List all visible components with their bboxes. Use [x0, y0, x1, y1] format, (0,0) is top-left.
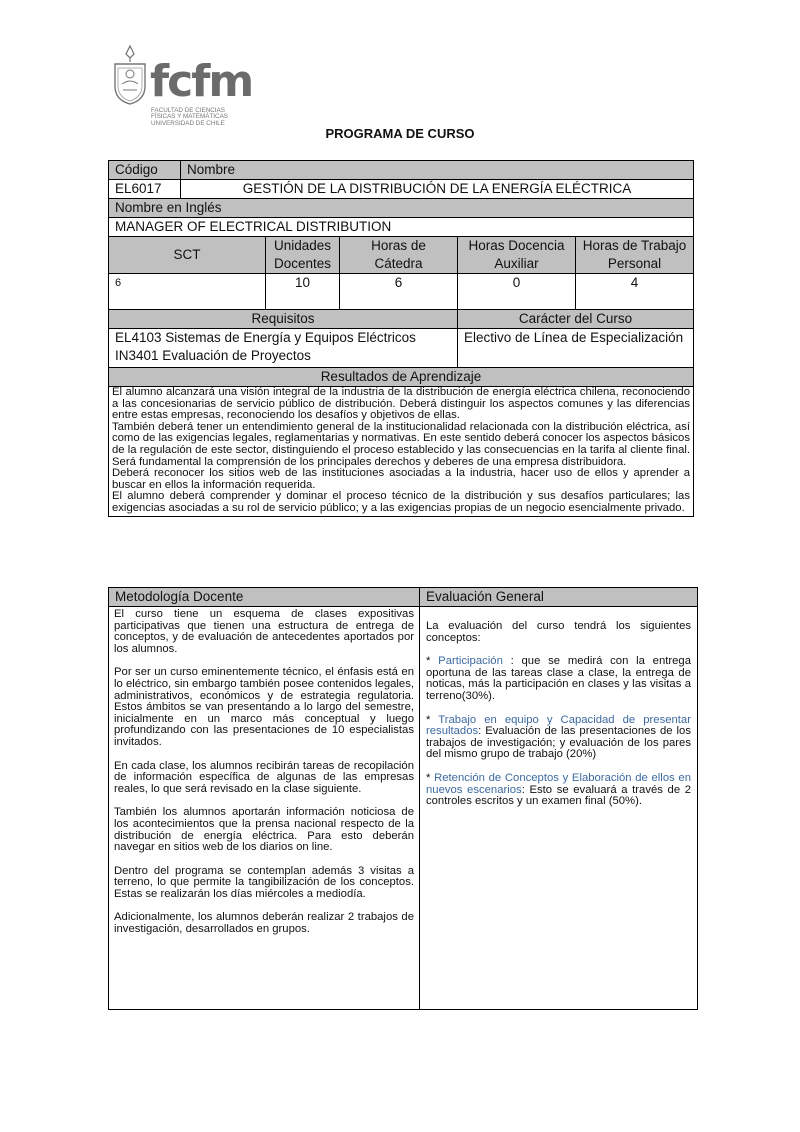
- resultados-text: [109, 387, 694, 517]
- requisitos-list: [109, 329, 458, 368]
- metodologia-text: [109, 607, 420, 1010]
- evaluacion-intro: La evaluación del curso tendrá los siguientes conceptos:: [426, 620, 691, 644]
- requisito-item: EL4103 Sistemas de Energía y Equipos Eléctricos: [115, 330, 416, 345]
- metodologia-paragraph: Dentro del programa se contemplan además 3 visitas a terreno, lo que permite la tangibilización de los conceptos. Estas se realizarán los días miércoles a mediodía.: [114, 864, 414, 900]
- requisitos-label: Requisitos: [109, 310, 458, 329]
- catedra-header: Horas de Cátedra: [340, 237, 458, 274]
- english-name-label: Nombre en Inglés: [109, 199, 694, 218]
- caracter-label: Carácter del Curso: [458, 310, 694, 329]
- evaluacion-item: [426, 773, 691, 808]
- evaluacion-item-title: Retención de Conceptos y Elaboración de ellos en nuevos escenarios: [426, 771, 691, 796]
- course-table: [108, 160, 694, 517]
- code-label: Código: [109, 161, 181, 180]
- sct-header: SCT: [109, 237, 266, 274]
- evaluacion-item-text: : Esto se evaluará a través de 2 controles escritos y un examen final (50%).: [426, 783, 692, 808]
- metodologia-paragraph: El curso tiene un esquema de clases expositivas participativas que tienen una estructura de entrega de conceptos, y de evaluación de antecedentes aportados por los alumnos.: [114, 608, 414, 655]
- item-prefix: *: [426, 771, 435, 784]
- personal-value: 4: [576, 274, 694, 310]
- auxiliar-header: Horas Docencia Auxiliar: [458, 237, 576, 274]
- evaluacion-item-text: : que se medirá con la entrega oportuna de las tareas clase a clase, la entrega de noticas, más la participación en clases y las visitas a terreno(30%).: [426, 655, 691, 702]
- personal-header: Horas de Trabajo Personal: [576, 237, 694, 274]
- metodologia-paragraph: También los alumnos aportarán información noticiosa de los acontecimientos que la prensa nacional respecto de la distribución de energía eléctrica. Para esto deberán navegar en sitios web de los diarios on line.: [114, 806, 414, 854]
- unidades-value: 10: [266, 274, 340, 310]
- course-name: GESTIÓN DE LA DISTRIBUCIÓN DE LA ENERGÍA ELÉCTRICA: [181, 180, 694, 199]
- methodology-table: [108, 587, 698, 1010]
- resultados-paragraph: El alumno deberá comprender y dominar el proceso técnico de la distribución y sus desafíos particulares; las exigencias asociadas a su rol de servicio público; y a las exigencias propias de un negocio esencialmente privado.: [112, 490, 690, 514]
- evaluacion-item-title: Participación: [438, 655, 503, 668]
- logo-subtitle: FACULTAD DE CIENCIAS FÍSICAS Y MATEMÁTICAS UNIVERSIDAD DE CHILE: [151, 107, 228, 127]
- metodologia-label: Metodología Docente: [109, 588, 420, 607]
- unidades-header: Unidades Docentes: [266, 237, 340, 274]
- english-name: MANAGER OF ELECTRICAL DISTRIBUTION: [109, 218, 694, 237]
- resultados-paragraph: El alumno alcanzará una visión integral de la industria de la distribución de energía eléctrica chilena, reconociendo a las concesionarias de servicio público de distribución. Deberá distinguir los aspectos comunes y las diferencias entre estas empresas, reconociendo los desafíos y objetivos de ellas.: [112, 386, 690, 422]
- catedra-value: 6: [340, 274, 458, 310]
- sct-value: 6: [109, 274, 266, 310]
- evaluacion-label: Evaluación General: [420, 588, 698, 607]
- caracter-value: Electivo de Línea de Especialización: [458, 329, 694, 368]
- evaluacion-item: [426, 656, 691, 702]
- course-code: EL6017: [109, 180, 181, 199]
- page-title: PROGRAMA DE CURSO: [325, 126, 475, 141]
- requisito-item: IN3401 Evaluación de Proyectos: [115, 348, 311, 363]
- item-prefix: *: [426, 655, 439, 668]
- metodologia-paragraph: Por ser un curso eminentemente técnico, el énfasis está en lo eléctrico, sin embargo también posee contenidos legales, administrativos, económicos y de estrategia regulatoria. Estos ámbitos se van presentando a lo largo del semestre, inicialmente en un marco más conceptual y luego profundizando con las presentaciones de 10 especialistas invitados.: [114, 666, 414, 748]
- item-prefix: *: [426, 713, 439, 726]
- metodologia-paragraph: En cada clase, los alumnos recibirán tareas de recopilación de información específica de algunas de las empresas reales, lo que será revisado en la clase siguiente.: [114, 759, 414, 795]
- fcfm-logo: [110, 44, 253, 130]
- evaluacion-item-text: : Evaluación de las presentaciones de los trabajos de investigación; y evaluación de los pares del mismo grupo de trabajo (20%): [426, 725, 691, 761]
- evaluacion-text: [420, 607, 698, 1010]
- metodologia-paragraph: Adicionalmente, los alumnos deberán realizar 2 trabajos de investigación, desarrollados en grupos.: [114, 911, 414, 936]
- resultados-paragraph: Deberá reconocer los sitios web de las instituciones asociadas a la industria, hacer uso de ellos y aprender a buscar en ellos la información requerida.: [112, 467, 690, 491]
- resultados-paragraph: También deberá tener un entendimiento general de la institucionalidad relacionada con la distribución eléctrica, así como de las exigencias legales, reglamentarias y normativas. En este sentido deberá conocer los aspectos básicos de la regulación de este sector, distinguiendo el proceso establecido y las consecuencias en la tarifa al cliente final. Será fundamental la comprensión de los principales derechos y deberes de una empresa distribuidora.: [112, 420, 690, 468]
- university-shield-icon: [110, 44, 150, 106]
- evaluacion-item-title: Trabajo en equipo y Capacidad de presentar resultados: [426, 713, 691, 738]
- resultados-label: Resultados de Aprendizaje: [109, 368, 694, 387]
- auxiliar-value: 0: [458, 274, 576, 310]
- evaluacion-item: [426, 715, 691, 761]
- logo-wordmark: fcfm: [150, 56, 253, 107]
- name-label: Nombre: [181, 161, 694, 180]
